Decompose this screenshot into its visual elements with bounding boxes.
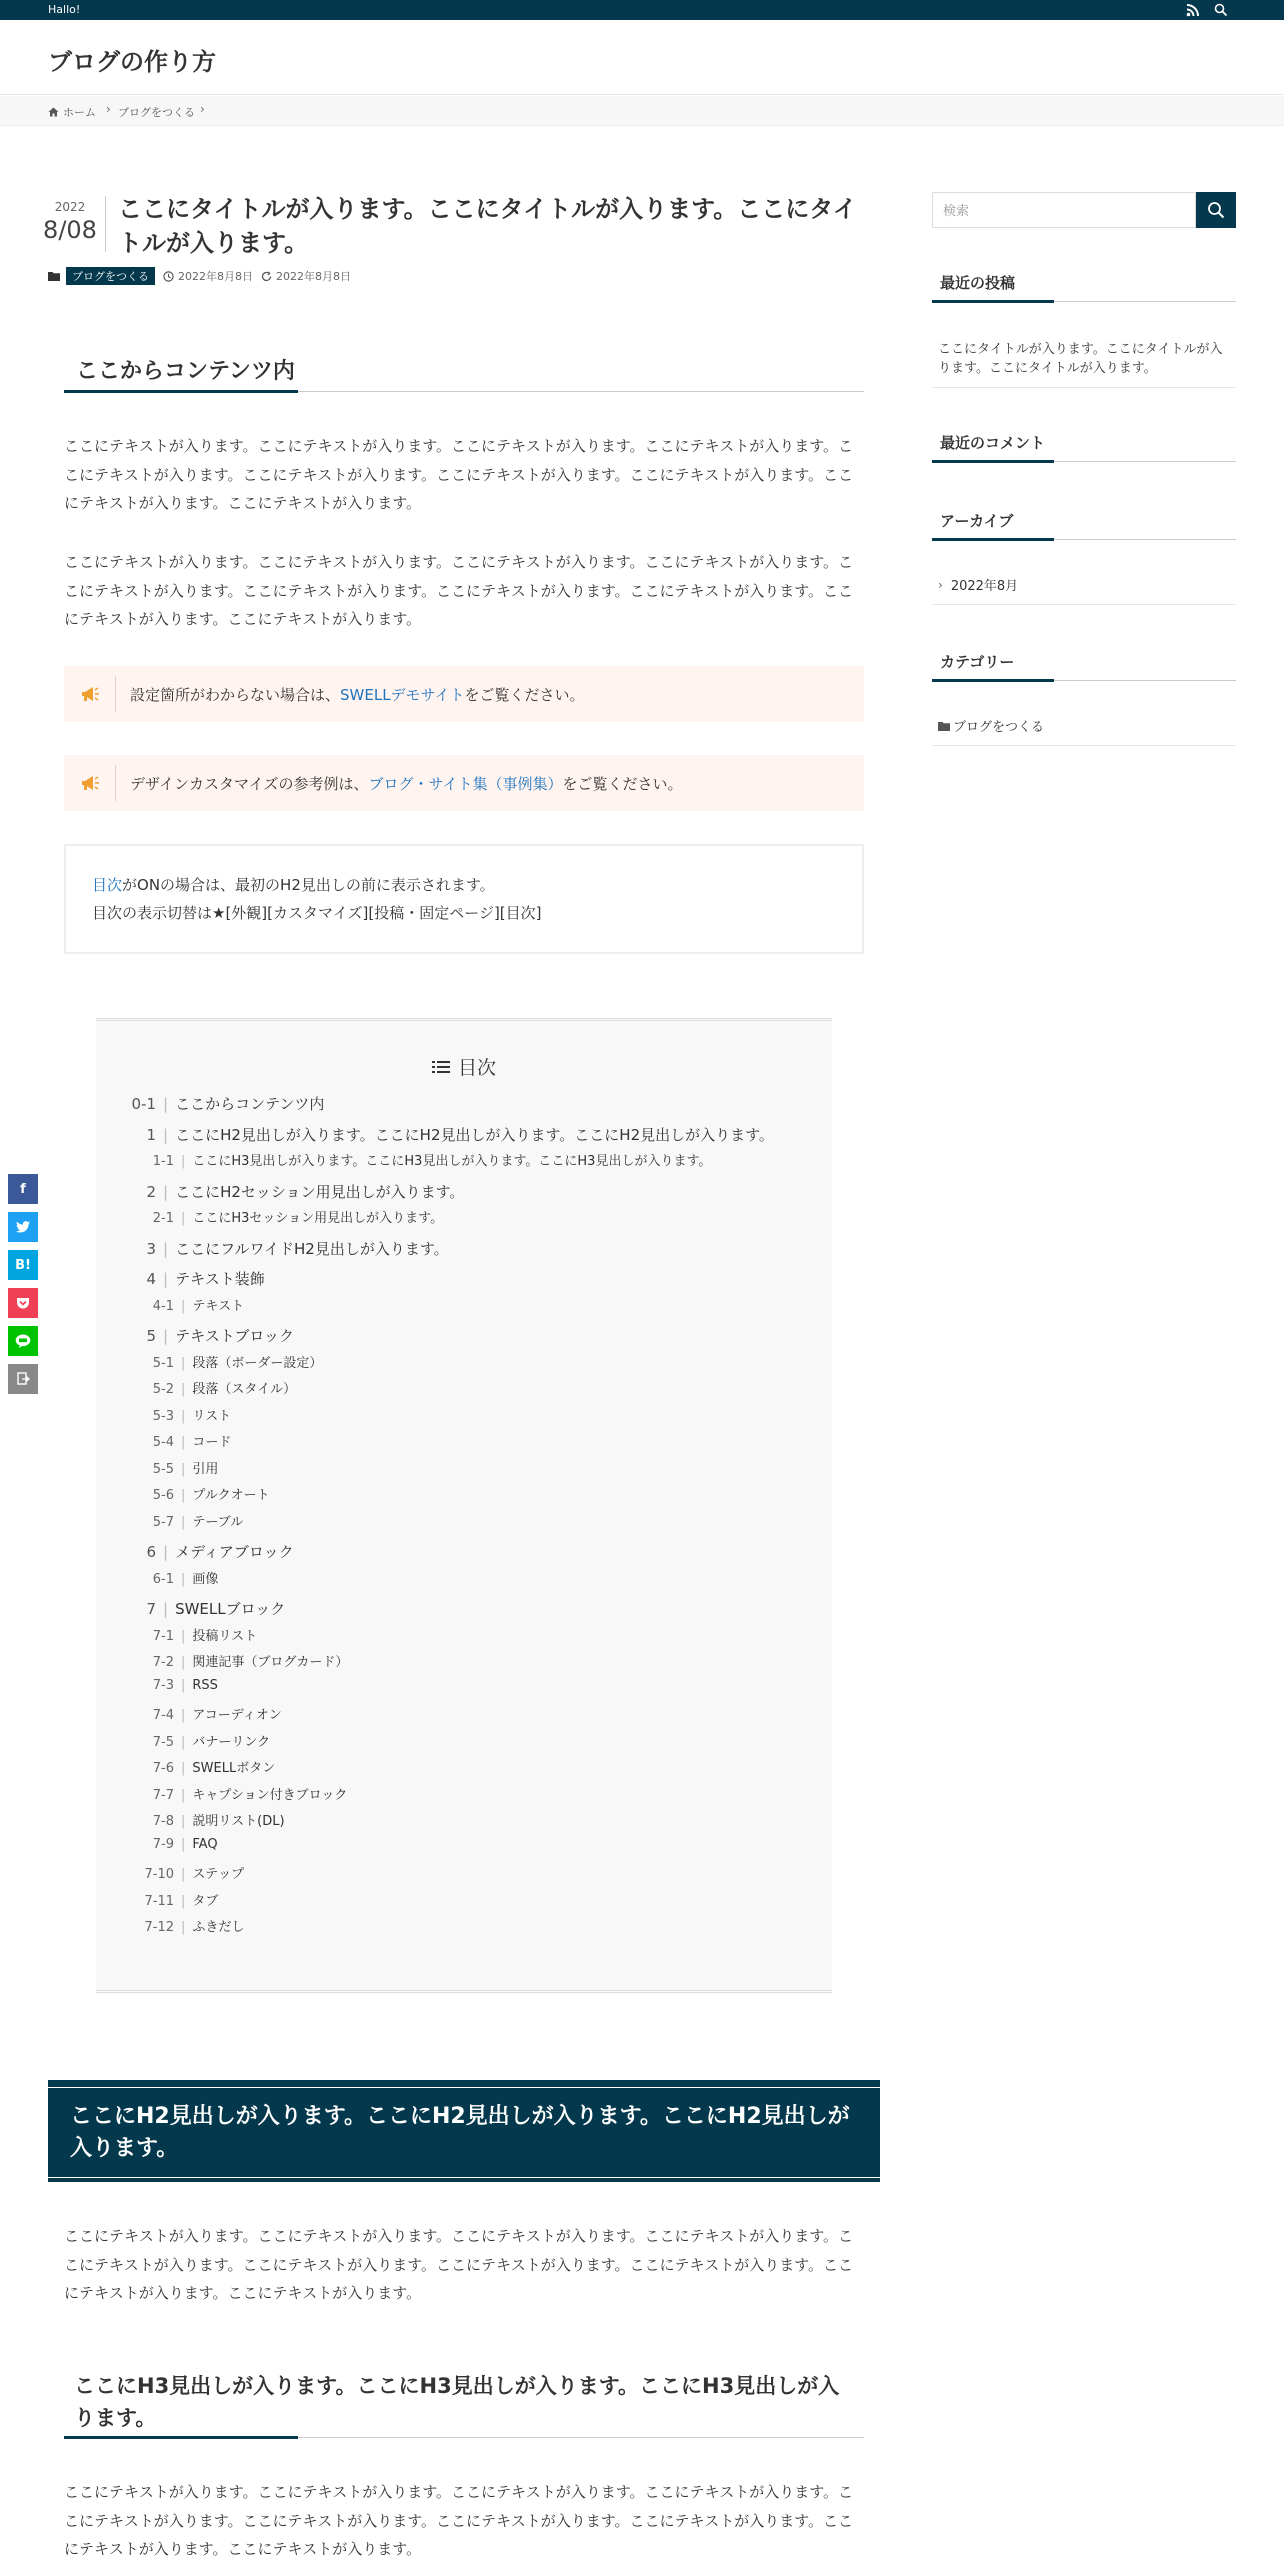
published-date [163,268,253,284]
toc-item-number: 7-8 [152,1814,174,1829]
toc-item-number: 7-4 [152,1708,174,1723]
toc-separator: | [181,1708,186,1723]
toc-item-label: ここにH3セッション用見出しが入ります。 [192,1211,444,1226]
toc-link[interactable]: 目次 [92,876,123,894]
archive-item[interactable] [932,565,1236,605]
copy-share-button[interactable] [8,1364,38,1394]
megaphone-icon [64,765,116,801]
home-icon [48,107,59,117]
toc-item-label: ここにH2見出しが入ります。ここにH2見出しが入ります。ここにH2見出しが入ります。 [175,1125,774,1144]
widget-accent-bar [932,679,1054,682]
toc-separator: | [181,1408,186,1424]
breadcrumb-home[interactable] [48,104,96,120]
recent-post-item[interactable]: ここにタイトルが入ります。ここにタイトルが入ります。ここにタイトルが入ります。 [932,328,1236,388]
toc-separator: | [181,1836,186,1852]
modified-date [261,268,351,284]
toc-item[interactable] [96,1325,294,1346]
toc-item[interactable] [96,1238,449,1259]
toc-item-label: FAQ [192,1836,218,1852]
toc-item[interactable] [96,1810,285,1829]
toc-item[interactable] [96,1651,348,1670]
toc-separator: | [181,1893,186,1909]
toc-item-number: 5-2 [152,1382,174,1397]
toc-item-label: 引用 [192,1461,219,1477]
clock-icon [163,271,174,282]
toc-item[interactable] [96,1295,244,1314]
toc-separator: | [181,1761,186,1776]
date-divider [105,196,106,252]
toc-item-number: 5-4 [152,1435,174,1450]
post-month-day: 8/08 [43,216,97,244]
toc-item-number: 3 [146,1239,156,1258]
toc-item[interactable] [96,1431,231,1450]
toc-item[interactable] [96,1541,294,1562]
toc-item[interactable] [96,1784,347,1803]
search-icon[interactable] [1214,2,1230,18]
toc-separator: | [181,1677,186,1693]
breadcrumb-category[interactable] [118,104,195,120]
toc-item[interactable] [96,1678,218,1693]
alert-box [64,666,864,722]
alert-text-after: をご覧ください。 [562,774,683,793]
toc-separator: | [181,1488,186,1503]
toc-title-text: 目次 [457,1057,496,1079]
toc-item-number: 5-1 [152,1355,174,1371]
top-bar [0,0,1284,20]
toc-item-label: RSS [192,1677,218,1693]
toc-item-number: 5-6 [152,1488,174,1503]
toc-item[interactable] [96,1405,231,1424]
toc-item[interactable] [96,1458,218,1477]
toc-item-label: 説明リスト(DL) [192,1814,285,1829]
toc-item-label: アコーディオン [192,1708,282,1723]
toc-separator: | [181,1920,186,1935]
category-item-label: ブログをつくる [953,720,1045,735]
toc-separator: | [163,1095,169,1113]
toc-separator: | [181,1734,186,1750]
search-button[interactable] [1196,192,1236,228]
toc-separator: | [181,1571,186,1587]
toc-item-number: 5-5 [152,1461,174,1477]
published-date-text: 2022年8月8日 [178,270,253,283]
widget-title-archive [932,504,1236,540]
hatena-share-button[interactable] [8,1250,38,1280]
widget-title-recent-comments [932,426,1236,462]
toc-item[interactable] [96,1863,244,1882]
toc-item[interactable] [96,1916,244,1935]
search-input[interactable] [932,192,1196,228]
hatena-icon: B! [15,1257,31,1273]
toc-item-number: 7-1 [152,1628,174,1644]
toc-item-number: 5-7 [152,1514,174,1530]
toc-item[interactable] [96,1150,711,1169]
toc-item[interactable] [96,1124,774,1145]
modified-date-text: 2022年8月8日 [276,270,351,283]
toc-item-label: テキスト装飾 [175,1270,265,1288]
toc-item-number: 7-10 [144,1867,174,1882]
post-year: 2022 [54,200,86,214]
refresh-icon [261,271,272,282]
toc-item-label: キャプション付きブロック [192,1787,348,1803]
toc-item-number: 6 [146,1543,156,1561]
toc-item-number: 1 [146,1125,156,1144]
alert-text-before: デザインカスタマイズの参考例は、 [130,774,369,793]
site-examples-link[interactable]: ブログ・サイト集（事例集） [368,774,563,793]
section-heading-text: ここからコンテンツ内 [76,359,295,384]
category-badge[interactable]: ブログをつくる [66,267,155,285]
post-meta [48,267,359,285]
chevron-right-icon: › [106,102,111,116]
twitter-icon [16,1221,30,1233]
toc-item-number: 7-12 [144,1920,174,1935]
toc-item[interactable] [96,1568,218,1587]
toc-item-label: ステップ [192,1867,245,1882]
toc-separator: | [163,1600,169,1618]
toc-item[interactable] [96,1484,270,1503]
alert-box [64,755,864,811]
widget-accent-bar [932,300,1054,303]
toc-item-label: 段落（スタイル） [192,1382,297,1397]
h2-band-heading [48,2080,880,2182]
toc-item[interactable] [96,1207,443,1226]
folder-icon [48,271,60,281]
facebook-share-button[interactable] [8,1174,38,1204]
breadcrumb-category-label: ブログをつくる [118,106,195,119]
twitter-share-button[interactable] [8,1212,38,1242]
archive-item-label: 2022年8月 [950,579,1019,594]
line-icon [15,1334,31,1348]
alert-text [130,773,682,794]
swell-demo-link[interactable]: SWELLデモサイト [340,685,465,704]
breadcrumb [0,96,1284,126]
post-date [40,200,100,244]
heading-accent-bar [64,390,298,393]
toc-separator: | [163,1239,169,1258]
toc-item[interactable] [96,1837,218,1852]
toc-separator: | [181,1382,186,1397]
widget-title-text: 最近のコメント [940,434,1046,452]
search-icon [1207,201,1225,219]
toc-item-label: バナーリンク [192,1734,271,1750]
note-box [64,844,864,954]
toc-item[interactable] [96,1093,324,1114]
toc-title [96,1053,832,1080]
toc-separator: | [181,1461,186,1477]
toc-item-label: テーブル [192,1514,244,1530]
toc-item[interactable] [96,1268,265,1289]
alert-text-before: 設定箇所がわからない場合は、 [130,685,341,704]
toc-item-label: ここにH3見出しが入ります。ここにH3見出しが入ります。ここにH3見出しが入ります。 [192,1154,712,1169]
toc-separator: | [181,1655,186,1670]
body-paragraph: ここにテキストが入ります。ここにテキストが入ります。ここにテキストが入ります。ここにテキストが入ります。ここにテキストが入ります。ここにテキストが入ります。ここにテキストが入ります。ここにテキストが入ります。ここにテキストが入ります。ここにテキストが入ります。 [64,553,854,628]
megaphone-icon [64,676,116,712]
toc-item-label: 画像 [192,1571,219,1587]
toc-item-number: 7-3 [152,1677,174,1693]
line-share-button[interactable] [8,1326,38,1356]
toc-item-label: リスト [192,1408,232,1424]
h2-band-heading-text: ここにH2見出しが入ります。ここにH2見出しが入ります。ここにH2見出しが入ります。 [70,2104,850,2161]
toc-separator: | [181,1355,186,1371]
toc-item[interactable] [96,1181,464,1202]
copy-icon [16,1372,30,1386]
heading-accent-bar [64,2436,298,2439]
h3-heading-text: ここにH3見出しが入ります。ここにH3見出しが入ります。ここにH3見出しが入ります。 [74,2374,840,2430]
folder-icon [938,721,950,731]
site-title[interactable]: ブログの作り方 [48,48,216,76]
toc-item-number: 4 [146,1270,156,1288]
toc-separator: | [181,1628,186,1644]
pocket-icon [16,1297,30,1310]
toc-separator: | [181,1211,186,1226]
toc-separator: | [181,1514,186,1530]
toc-item-label: 段落（ボーダー設定） [192,1355,323,1371]
widget-title-text: 最近の投稿 [940,274,1016,292]
toc-item-label: プルクオート [192,1488,270,1503]
greeting-text: Hallo! [48,3,81,16]
body-paragraph: ここにテキストが入ります。ここにテキストが入ります。ここにテキストが入ります。ここにテキストが入ります。ここにテキストが入ります。ここにテキストが入ります。ここにテキストが入ります。ここにテキストが入ります。ここにテキストが入ります。ここにテキストが入ります。 [64,2227,854,2302]
toc-item-label: メディアブロック [175,1543,294,1561]
post-title: ここにタイトルが入ります。ここにタイトルが入ります。ここにタイトルが入ります。 [118,195,857,257]
toc-item-label: ここにフルワイドH2見出しが入ります。 [175,1239,449,1258]
section-heading [64,350,864,392]
toc-separator: | [181,1435,186,1450]
toc-item-label: ふきだし [192,1920,245,1935]
toc-item-number: 7-7 [152,1787,174,1803]
toc-item-number: 5-3 [152,1408,174,1424]
toc-separator: | [163,1270,169,1288]
toc-item[interactable] [96,1757,275,1776]
toc-item-number: 7-9 [152,1836,174,1852]
toc-item-number: 2-1 [152,1211,174,1226]
toc-separator: | [163,1327,169,1345]
toc-item-number: 7-11 [144,1893,174,1909]
toc-item[interactable] [96,1625,257,1644]
toc-item[interactable] [96,1704,282,1723]
chevron-right-icon: › [200,102,205,116]
pocket-share-button[interactable] [8,1288,38,1318]
widget-title-category [932,645,1236,681]
toc-separator: | [163,1543,169,1561]
note-line-1-text: がONの場合は、最初のH2見出しの前に表示されます。 [122,876,495,894]
toc-separator: | [181,1298,186,1314]
toc-item-number: 0-1 [131,1095,156,1113]
widget-accent-bar [932,538,1054,541]
toc-item-number: 5 [146,1327,156,1345]
toc-item[interactable] [96,1352,322,1371]
toc-item-label: タブ [192,1893,219,1909]
body-paragraph: ここにテキストが入ります。ここにテキストが入ります。ここにテキストが入ります。ここにテキストが入ります。ここにテキストが入ります。ここにテキストが入ります。ここにテキストが入ります。ここにテキストが入ります。ここにテキストが入ります。ここにテキストが入ります。 [64,2483,854,2558]
toc-item-label: コード [192,1435,232,1450]
site-header [0,20,1284,95]
widget-title-text: カテゴリー [940,653,1015,671]
toc-item-label: SWELLブロック [175,1600,286,1618]
toc-item-label: ここにH2セッション用見出しが入ります。 [175,1182,465,1201]
widget-title-recent-posts [932,266,1236,302]
toc-item-label: テキスト [192,1298,245,1314]
toc-item[interactable] [96,1511,243,1530]
facebook-icon: f [20,1181,26,1197]
chevron-right-icon: › [938,577,943,592]
toc-item[interactable] [96,1378,296,1397]
toc-item-label: 投稿リスト [192,1628,258,1644]
alert-text [130,684,585,705]
breadcrumb-home-label: ホーム [63,106,96,119]
category-item[interactable] [932,706,1236,746]
toc-item-number: 7 [146,1600,156,1618]
widget-accent-bar [932,460,1054,463]
toc-separator: | [181,1787,186,1803]
toc-item[interactable] [96,1731,270,1750]
toc-separator: | [181,1154,186,1169]
table-of-contents [96,1018,832,1993]
toc-item-label: ここからコンテンツ内 [175,1095,325,1113]
toc-item-number: 2 [146,1182,156,1201]
note-line-2: 目次の表示切替は★[外観][カスタマイズ][投稿・固定ページ][目次] [92,904,542,922]
toc-item-number: 7-2 [152,1655,174,1670]
toc-item-number: 6-1 [152,1571,174,1587]
toc-separator: | [181,1814,186,1829]
toc-item-label: SWELLボタン [192,1761,276,1776]
toc-separator: | [181,1867,186,1882]
toc-item-number: 7-6 [152,1761,174,1776]
list-icon [432,1060,450,1074]
h3-heading [64,2368,864,2438]
toc-item-label: テキストブロック [175,1327,295,1345]
toc-item-number: 4-1 [152,1298,174,1314]
widget-title-text: アーカイブ [940,512,1014,530]
toc-separator: | [163,1182,169,1201]
alert-text-after: をご覧ください。 [464,685,585,704]
toc-separator: | [163,1125,169,1144]
note-line-1 [92,871,836,899]
toc-item[interactable] [96,1890,218,1909]
toc-item-number: 1-1 [152,1154,174,1169]
toc-item[interactable] [96,1598,285,1619]
toc-item-number: 7-5 [152,1734,174,1750]
toc-item-label: 関連記事（ブログカード） [192,1655,349,1670]
body-paragraph: ここにテキストが入ります。ここにテキストが入ります。ここにテキストが入ります。ここにテキストが入ります。ここにテキストが入ります。ここにテキストが入ります。ここにテキストが入ります。ここにテキストが入ります。ここにテキストが入ります。ここにテキストが入ります。 [64,437,854,512]
rss-icon[interactable] [1186,2,1202,18]
